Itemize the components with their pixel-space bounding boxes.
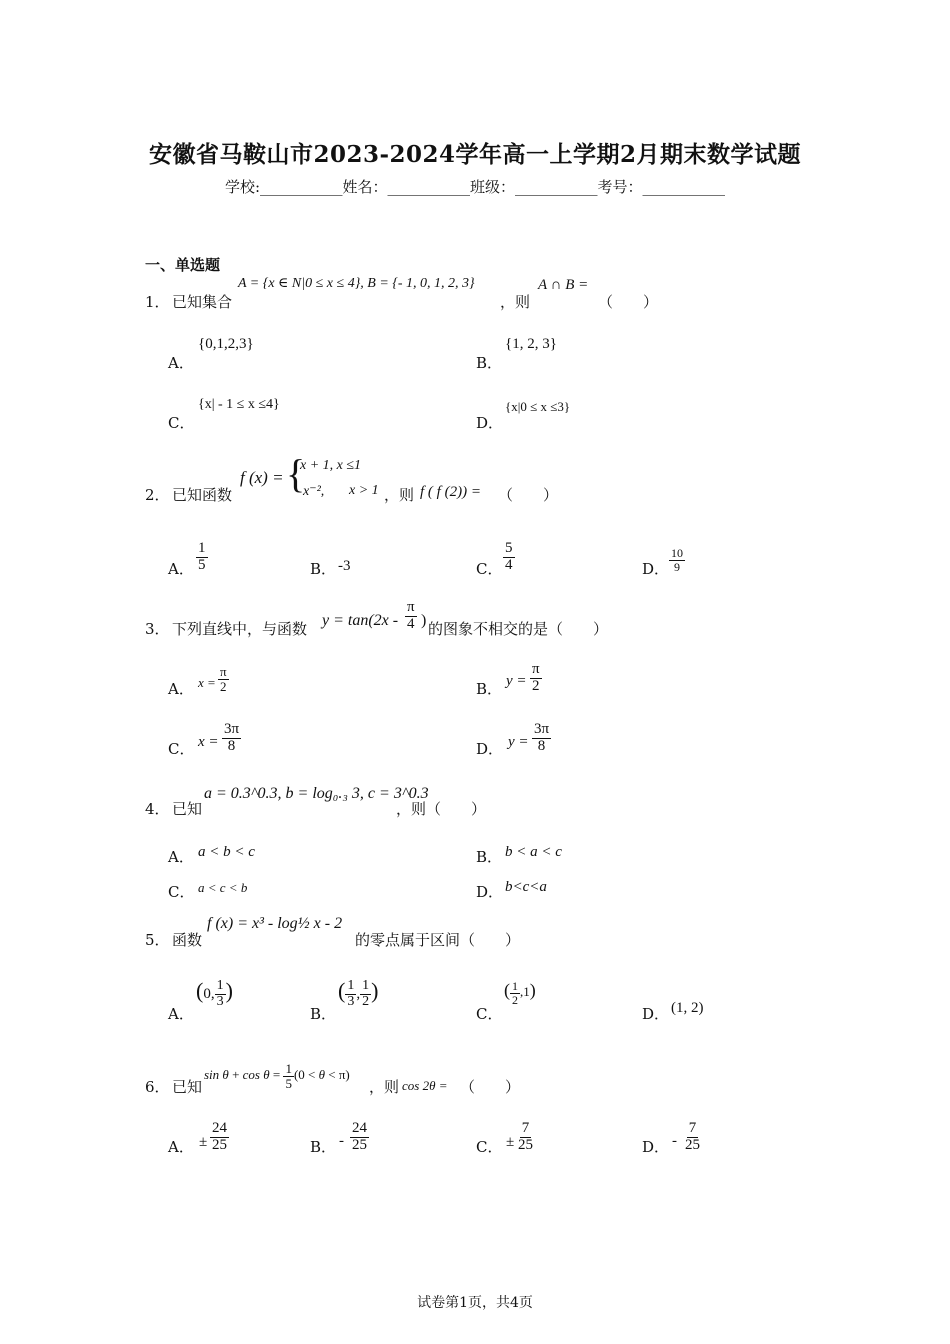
question-3-expr-left: y = tan(2x - bbox=[322, 612, 399, 629]
q6-option-d-fraction: $\frac{7}{25}$ bbox=[685, 1120, 700, 1153]
q6-option-b-sign: - bbox=[339, 1133, 344, 1149]
question-3-tail: 的图象不相交的是（ ） bbox=[428, 620, 609, 638]
question-2-case1: x + 1, x ≤1 bbox=[300, 458, 362, 473]
page-title: 安徽省马鞍山市2023-2024学年高一上学期2月期末数学试题 bbox=[148, 141, 802, 168]
question-6-number: 6． bbox=[145, 1078, 170, 1096]
q2-option-c-fraction: $\frac{5}{4}$ bbox=[505, 540, 513, 573]
q6-option-d-sign: - bbox=[672, 1133, 677, 1149]
question-4-tail: ，则（ ） bbox=[396, 800, 487, 818]
q5-option-d-label: D． bbox=[642, 1005, 670, 1023]
q1-option-b-value: {1, 2, 3} bbox=[505, 336, 557, 352]
q6-option-c-label: C． bbox=[476, 1138, 503, 1156]
q3-option-d-label: D． bbox=[476, 740, 504, 758]
question-3-text: 下列直线中，与函数 bbox=[172, 620, 308, 638]
q5-option-c-label: C． bbox=[476, 1005, 503, 1023]
q4-option-c-value: a < c < b bbox=[198, 880, 248, 895]
question-6-tail: ，则 bbox=[369, 1078, 400, 1096]
q3-option-b-fraction: $\frac{\pi}{2}$ bbox=[532, 661, 540, 694]
q2-option-c-label: C． bbox=[476, 560, 503, 578]
question-1-condition: A = {x ∈ N|0 ≤ x ≤ 4}, B = {- 1, 0, 1, 2, 3} bbox=[238, 276, 475, 291]
q1-option-a-label: A． bbox=[168, 354, 194, 372]
q3-option-a-lhs: x = bbox=[198, 675, 216, 690]
q2-option-d-fraction: $\frac{10}{9}$ bbox=[671, 546, 683, 574]
q6-option-c-sign: ± bbox=[506, 1134, 515, 1150]
question-6-expression: sin θ + cos θ = $\frac{1}{5}$ (0 < θ < π) bbox=[204, 1061, 350, 1091]
q5-option-c-interval: ( $\frac{1}{2}$ ,1) bbox=[504, 979, 536, 1007]
q3-option-b-lhs: y = bbox=[506, 673, 527, 689]
q2-option-b-label: B． bbox=[310, 560, 337, 578]
section-heading: 一、单选题 bbox=[145, 256, 221, 274]
question-1-tail: ，则 bbox=[500, 293, 531, 311]
q5-option-b-label: B． bbox=[310, 1005, 337, 1023]
question-1-text: 已知集合 bbox=[172, 293, 233, 311]
q3-option-c-label: C． bbox=[168, 740, 195, 758]
q2-option-b-value: -3 bbox=[338, 558, 351, 574]
q5-option-b-interval: ( $\frac{1}{3}$ , $\frac{1}{2}$ ) bbox=[338, 978, 379, 1010]
question-6-expression-2: cos 2θ = bbox=[402, 1078, 448, 1093]
question-2-text: 已知函数 bbox=[172, 486, 233, 504]
q5-option-a-label: A． bbox=[168, 1005, 194, 1023]
question-2-expression: f ( f (2)) = bbox=[420, 484, 481, 500]
q3-option-c-lhs: x = bbox=[198, 734, 219, 750]
q6-option-a-fraction: $\frac{24}{25}$ bbox=[212, 1120, 227, 1153]
q2-option-a-fraction: $\frac{1}{5}$ bbox=[198, 540, 206, 573]
question-5-text: 函数 bbox=[172, 931, 203, 949]
q3-option-b-label: B． bbox=[476, 680, 503, 698]
q2-option-d-label: D． bbox=[642, 560, 670, 578]
q4-option-a-label: A． bbox=[168, 848, 194, 866]
question-1-number: 1． bbox=[145, 293, 170, 311]
question-3-number: 3． bbox=[145, 620, 170, 638]
q1-option-a-value: {0,1,2,3} bbox=[198, 336, 254, 352]
q1-option-d-value: {x|0 ≤ x ≤3} bbox=[505, 399, 571, 414]
page-footer: 试卷第1页，共4页 bbox=[417, 1295, 533, 1311]
question-6-text: 已知 bbox=[172, 1078, 203, 1096]
q1-option-d-label: D． bbox=[476, 414, 504, 432]
question-2-tail: ，则 bbox=[384, 486, 415, 504]
question-2-fx: f (x) = bbox=[240, 468, 284, 487]
q4-option-b-value: b < a < c bbox=[505, 844, 562, 860]
q6-option-b-fraction: $\frac{24}{25}$ bbox=[352, 1120, 367, 1153]
q3-option-d-lhs: y = bbox=[508, 734, 529, 750]
q5-option-a-interval: (0, $\frac{1}{3}$ ) bbox=[196, 978, 233, 1010]
question-6-blank: （ ） bbox=[460, 1078, 521, 1096]
question-4-text: 已知 bbox=[172, 800, 203, 818]
question-3-expr-right: ) bbox=[421, 612, 427, 629]
q1-option-c-label: C． bbox=[168, 414, 195, 432]
q4-option-c-label: C． bbox=[168, 883, 195, 901]
q3-option-c-fraction: $\frac{3\pi}{8}$ bbox=[224, 721, 240, 754]
q5-option-d-value: (1, 2) bbox=[671, 1000, 704, 1016]
q1-option-c-value: {x| - 1 ≤ x ≤4} bbox=[198, 397, 280, 412]
student-info-line: 学校:___________姓名：___________班级：___________考号：___________ bbox=[224, 178, 726, 196]
q4-option-b-label: B． bbox=[476, 848, 503, 866]
q6-option-d-label: D． bbox=[642, 1138, 670, 1156]
question-1-expression: A ∩ B = bbox=[538, 277, 589, 293]
q4-option-d-value: b<c<a bbox=[505, 879, 547, 895]
q3-option-a-label: A． bbox=[168, 680, 194, 698]
q4-option-d-label: D． bbox=[476, 883, 504, 901]
q4-option-a-value: a < b < c bbox=[198, 844, 255, 860]
question-4-number: 4． bbox=[145, 800, 170, 818]
question-4-expression: a = 0.3^0.3, b = log₀.₃ 3, c = 3^0.3 bbox=[204, 785, 429, 802]
question-5-number: 5． bbox=[145, 931, 170, 949]
question-2-blank: （ ） bbox=[498, 486, 559, 504]
question-5-expression: f (x) = x³ - log½ x - 2 bbox=[207, 915, 343, 932]
question-2-case2: x⁻², bbox=[303, 484, 325, 499]
q3-option-d-fraction: $\frac{3\pi}{8}$ bbox=[534, 721, 550, 754]
q6-option-c-fraction: $\frac{7}{25}$ bbox=[518, 1120, 533, 1153]
q2-option-a-label: A． bbox=[168, 560, 194, 578]
piecewise-brace: { bbox=[286, 451, 306, 496]
question-1-blank: （ ） bbox=[598, 293, 659, 311]
q3-option-a-fraction: $\frac{\pi}{2}$ bbox=[220, 664, 227, 694]
q1-option-b-label: B． bbox=[476, 354, 503, 372]
question-2-number: 2． bbox=[145, 486, 170, 504]
question-2-case2-cond: x > 1 bbox=[349, 483, 379, 498]
q6-option-a-label: A． bbox=[168, 1138, 194, 1156]
question-3-expr-fraction: $\frac{\pi}{4}$ bbox=[407, 599, 415, 632]
q6-option-b-label: B． bbox=[310, 1138, 337, 1156]
question-5-tail: 的零点属于区间（ ） bbox=[355, 931, 521, 949]
q6-option-a-sign: ± bbox=[199, 1134, 208, 1150]
